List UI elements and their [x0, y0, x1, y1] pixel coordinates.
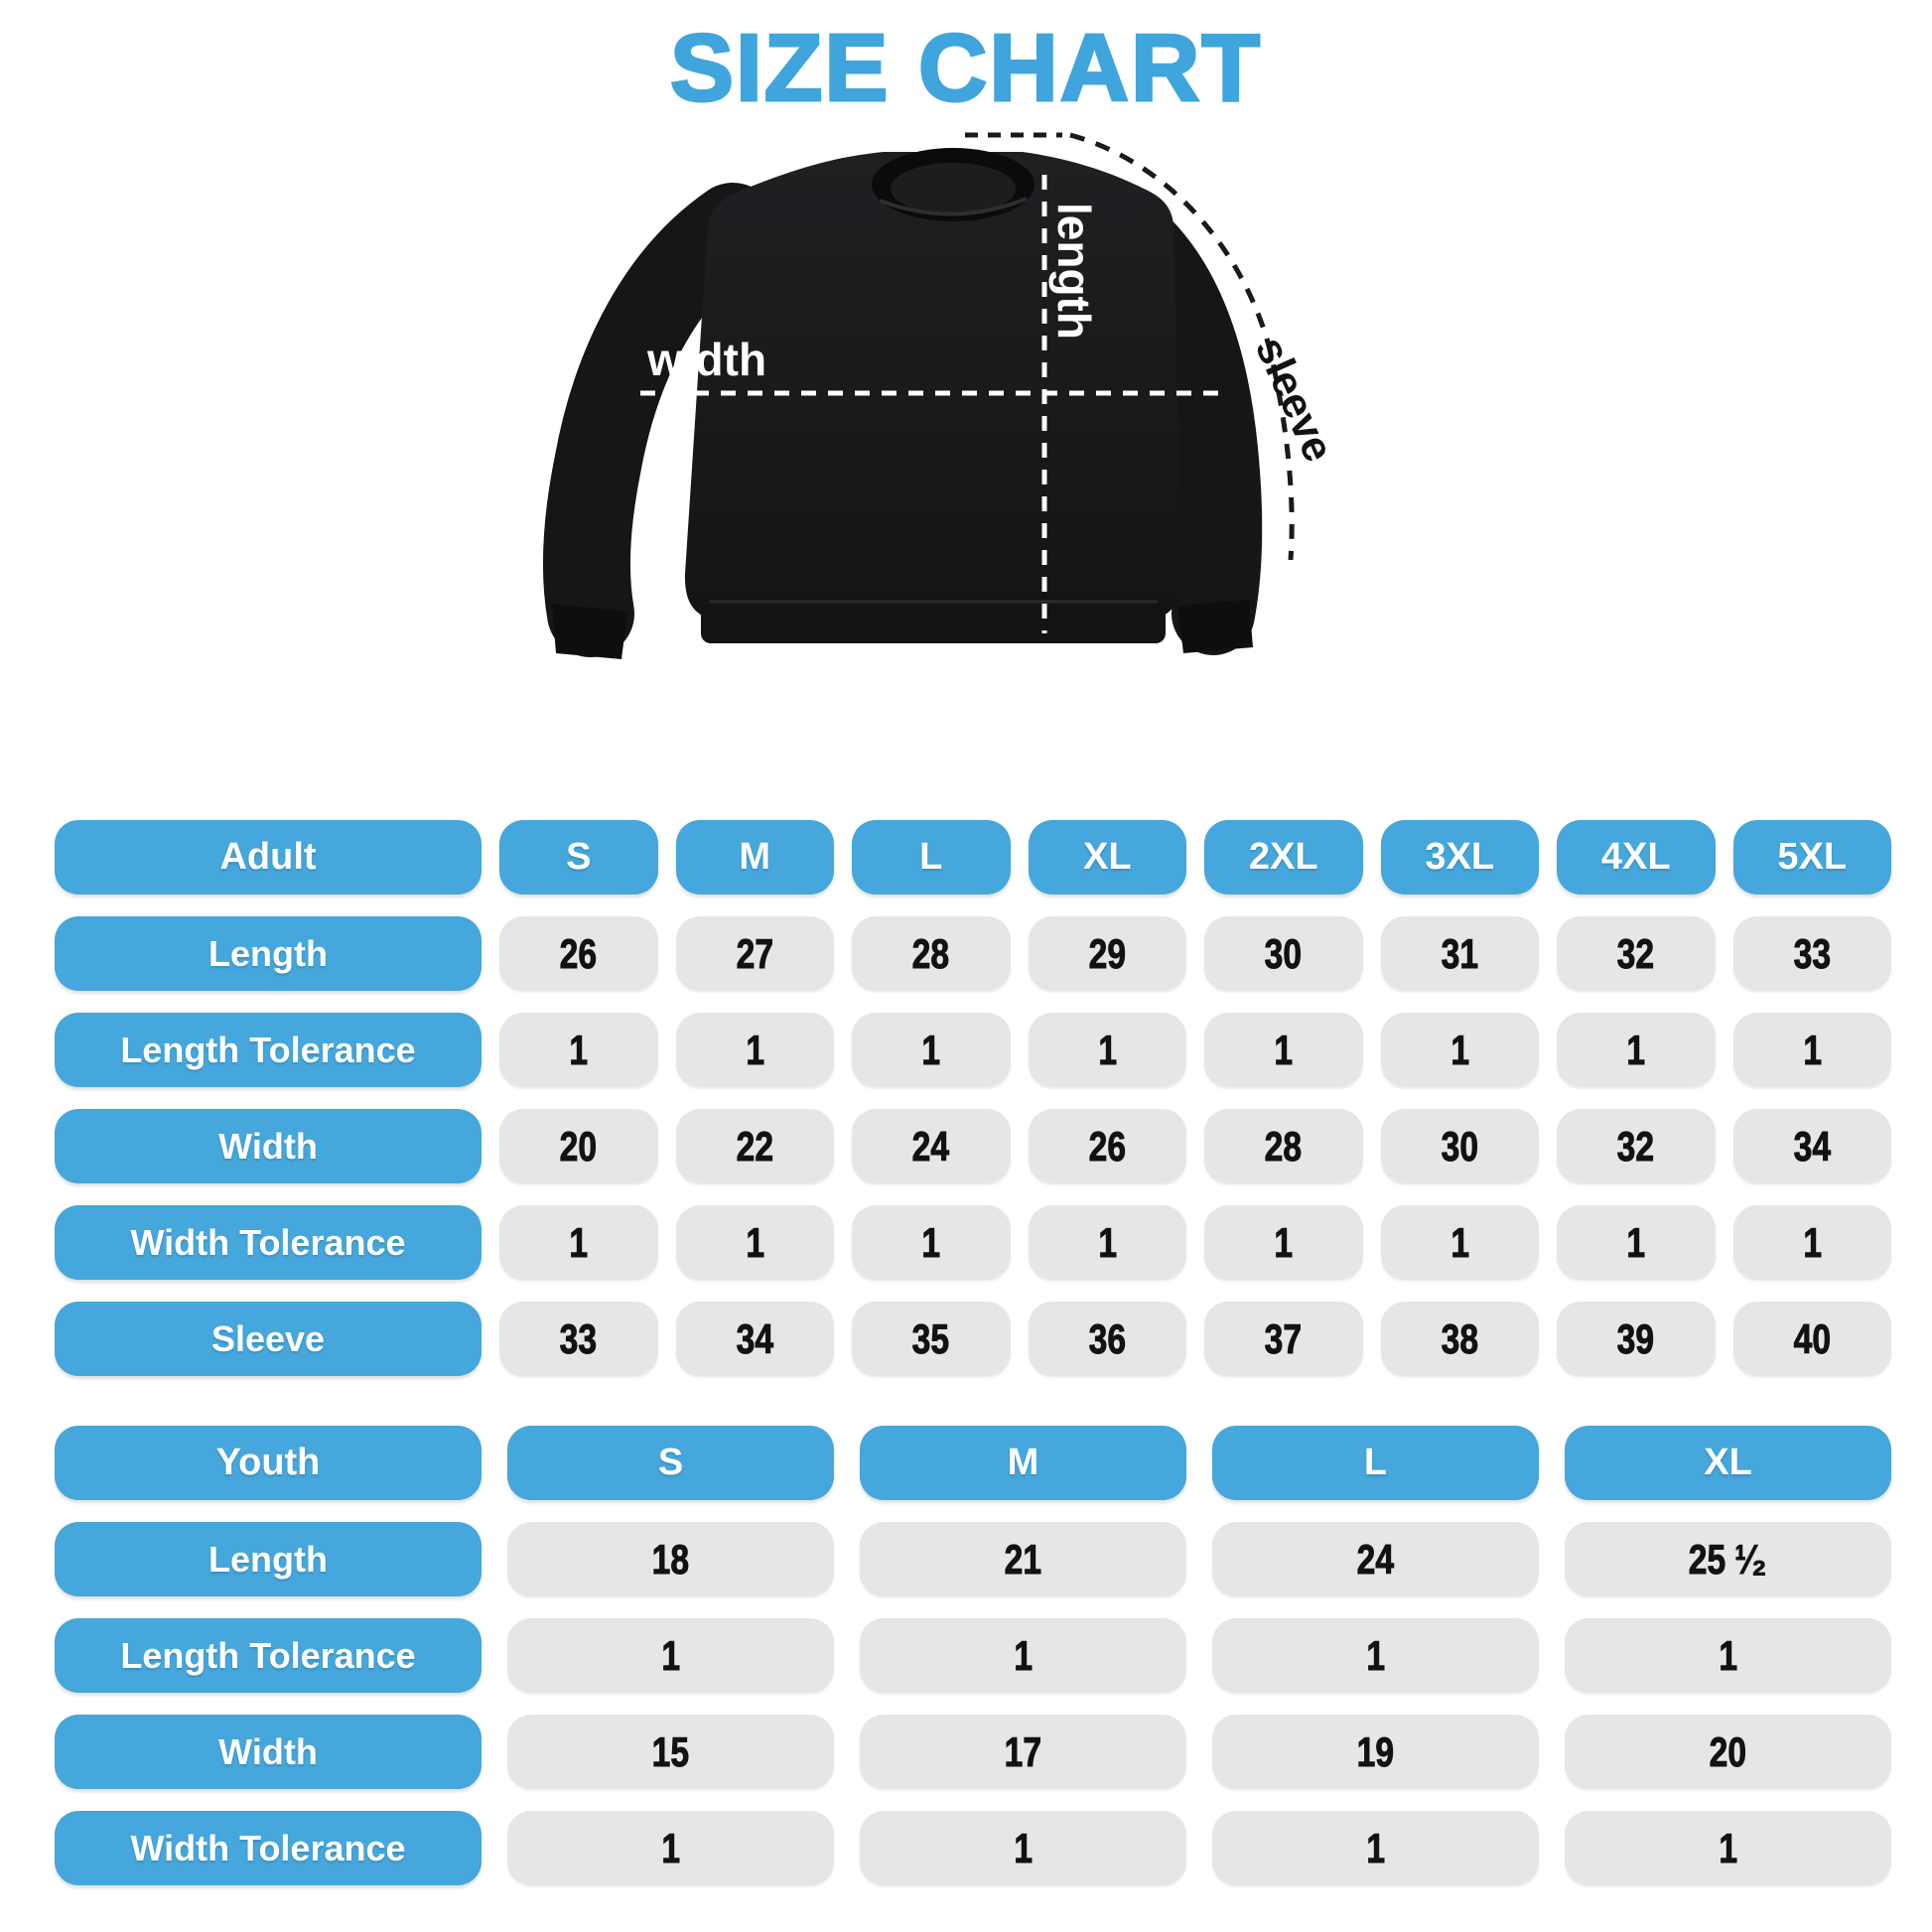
- size-value: [499, 1302, 658, 1376]
- size-value: [499, 1109, 658, 1183]
- row-label-text: Width Tolerance: [130, 1827, 406, 1868]
- size-header: [499, 820, 658, 895]
- size-value: [499, 1205, 658, 1280]
- row-label: [55, 1715, 482, 1789]
- size-value-text: 39: [1617, 1314, 1655, 1362]
- size-value: [1565, 1811, 1891, 1885]
- row-label-text: Length: [208, 932, 328, 974]
- size-value: [499, 1013, 658, 1087]
- size-value-text: 22: [736, 1122, 773, 1170]
- size-value: [1381, 1013, 1540, 1087]
- size-value: [1381, 916, 1540, 991]
- size-value-text: 24: [1356, 1535, 1395, 1583]
- size-value: [1029, 916, 1187, 991]
- page-title: SIZE CHART: [670, 15, 1262, 121]
- size-header-text: 4XL: [1600, 836, 1671, 878]
- size-value: [1557, 1205, 1716, 1280]
- size-value-text: 1: [1449, 1218, 1469, 1266]
- size-value-text: 1: [1449, 1026, 1469, 1073]
- youth-table: [55, 1426, 1891, 1885]
- size-header: [1733, 820, 1892, 895]
- size-value-text: 26: [1088, 1122, 1126, 1170]
- size-header-text: XL: [1704, 1442, 1752, 1483]
- size-value-text: 15: [651, 1727, 690, 1775]
- size-value: [1733, 1013, 1892, 1087]
- size-value-text: 1: [1719, 1824, 1737, 1871]
- row-label-text: Length Tolerance: [120, 1634, 416, 1676]
- size-value: [860, 1715, 1186, 1789]
- size-value-text: 40: [1793, 1314, 1831, 1362]
- size-value-text: 34: [1793, 1122, 1831, 1170]
- size-value: [676, 1013, 835, 1087]
- size-value: [676, 1205, 835, 1280]
- row-label: [55, 1811, 482, 1885]
- size-value: [1557, 1013, 1716, 1087]
- size-value: [676, 1302, 835, 1376]
- row-label-text: Length Tolerance: [120, 1029, 416, 1070]
- size-value-text: 37: [1265, 1314, 1303, 1362]
- size-value-text: 1: [1014, 1824, 1033, 1871]
- size-value: [852, 1302, 1011, 1376]
- size-value-text: 1: [1719, 1631, 1737, 1679]
- size-value-text: 29: [1088, 929, 1126, 977]
- size-value: [1733, 916, 1892, 991]
- size-value: [1733, 1205, 1892, 1280]
- size-value-text: 17: [1004, 1727, 1042, 1775]
- row-label-text: Width Tolerance: [130, 1221, 406, 1263]
- size-header-text: 2XL: [1248, 836, 1318, 878]
- sleeve-label: sleeve: [1245, 330, 1343, 470]
- size-header-text: L: [1363, 1442, 1388, 1483]
- size-value-text: 19: [1356, 1727, 1395, 1775]
- size-header: [860, 1426, 1186, 1500]
- size-value: [1212, 1618, 1539, 1693]
- right-cuff: [1177, 600, 1253, 653]
- size-value: [676, 1109, 835, 1183]
- size-value-text: 32: [1617, 929, 1655, 977]
- size-value: [852, 1205, 1011, 1280]
- size-value: [1565, 1522, 1891, 1596]
- size-value-text: 34: [736, 1314, 773, 1362]
- size-value: [499, 916, 658, 991]
- size-header: [676, 820, 835, 895]
- size-value: [1029, 1109, 1187, 1183]
- size-header: [507, 1426, 834, 1500]
- size-value-text: 1: [745, 1218, 764, 1266]
- size-value: [1381, 1109, 1540, 1183]
- row-label: [55, 1302, 482, 1376]
- size-value-text: 36: [1088, 1314, 1126, 1362]
- size-value: [1733, 1109, 1892, 1183]
- size-header: [1565, 1426, 1891, 1500]
- size-value-text: 1: [745, 1026, 764, 1073]
- size-value: [1212, 1715, 1539, 1789]
- size-value-text: 32: [1617, 1122, 1655, 1170]
- adult-table: [55, 820, 1891, 1376]
- size-value-text: 1: [661, 1631, 680, 1679]
- size-value: [860, 1522, 1186, 1596]
- left-cuff: [552, 604, 627, 659]
- size-value: [1029, 1205, 1187, 1280]
- row-label: [55, 916, 482, 991]
- table-header-label-text: Youth: [215, 1442, 321, 1483]
- size-value-text: 1: [569, 1026, 589, 1073]
- table-header-label-text: Adult: [219, 836, 317, 878]
- size-value-text: 1: [1366, 1631, 1385, 1679]
- size-value-text: 1: [921, 1026, 941, 1073]
- size-value-text: 33: [560, 1314, 598, 1362]
- size-value: [852, 1013, 1011, 1087]
- size-value: [1204, 1205, 1363, 1280]
- size-value: [1029, 1302, 1187, 1376]
- table-header-label: [55, 1426, 482, 1500]
- size-header: [852, 820, 1011, 895]
- size-value: [860, 1618, 1186, 1693]
- size-header-text: S: [566, 836, 592, 878]
- size-value-text: 1: [1366, 1824, 1385, 1871]
- size-header: [1557, 820, 1716, 895]
- size-value-text: 1: [1626, 1218, 1646, 1266]
- size-value: [1204, 916, 1363, 991]
- size-value-text: 1: [1097, 1218, 1117, 1266]
- size-value: [1565, 1715, 1891, 1789]
- size-value-text: 18: [651, 1535, 690, 1583]
- size-value-text: 1: [1802, 1026, 1822, 1073]
- size-header-text: 3XL: [1425, 836, 1495, 878]
- size-value-text: 27: [736, 929, 773, 977]
- size-value-text: 33: [1793, 929, 1831, 977]
- row-label: [55, 1522, 482, 1596]
- size-value-text: 35: [912, 1314, 950, 1362]
- size-value-text: 26: [560, 929, 598, 977]
- size-value-text: 30: [1265, 929, 1303, 977]
- size-value-text: 1: [1014, 1631, 1033, 1679]
- row-label: [55, 1109, 482, 1183]
- size-value-text: 28: [912, 929, 950, 977]
- size-value: [507, 1522, 834, 1596]
- size-value: [852, 1109, 1011, 1183]
- size-value: [852, 916, 1011, 991]
- row-label-text: Width: [218, 1730, 318, 1772]
- size-header-text: L: [919, 836, 943, 878]
- size-value-text: 38: [1441, 1314, 1478, 1362]
- row-label-text: Length: [208, 1538, 328, 1580]
- size-header-text: 5XL: [1777, 836, 1848, 878]
- size-value: [860, 1811, 1186, 1885]
- size-value: [507, 1715, 834, 1789]
- size-value-text: 20: [1709, 1727, 1747, 1775]
- length-label: length: [1048, 203, 1100, 340]
- size-header: [1204, 820, 1363, 895]
- size-header-text: M: [1007, 1442, 1039, 1483]
- size-value: [1733, 1302, 1892, 1376]
- size-value-text: 1: [1626, 1026, 1646, 1073]
- size-value: [1212, 1522, 1539, 1596]
- size-value-text: 1: [1274, 1218, 1294, 1266]
- row-label: [55, 1013, 482, 1087]
- size-value: [1381, 1302, 1540, 1376]
- size-value-text: 1: [1802, 1218, 1822, 1266]
- size-value-text: 24: [912, 1122, 950, 1170]
- size-value: [1557, 916, 1716, 991]
- size-value: [507, 1811, 834, 1885]
- size-value: [1565, 1618, 1891, 1693]
- size-value: [1557, 1302, 1716, 1376]
- size-value-text: 1: [1274, 1026, 1294, 1073]
- size-value: [1381, 1205, 1540, 1280]
- size-value-text: 1: [921, 1218, 941, 1266]
- size-value-text: 31: [1441, 929, 1478, 977]
- size-value: [1204, 1302, 1363, 1376]
- size-header-text: S: [657, 1442, 684, 1483]
- row-label: [55, 1205, 482, 1280]
- row-label-text: Width: [218, 1125, 318, 1167]
- size-value: [1029, 1013, 1187, 1087]
- size-value: [1204, 1109, 1363, 1183]
- size-value-text: 28: [1265, 1122, 1303, 1170]
- row-label: [55, 1618, 482, 1693]
- size-value-text: 20: [560, 1122, 598, 1170]
- size-value: [1212, 1811, 1539, 1885]
- size-value-text: 30: [1441, 1122, 1478, 1170]
- table-header-label: [55, 820, 482, 895]
- width-label: width: [647, 334, 767, 385]
- size-header: [1381, 820, 1540, 895]
- size-value: [676, 916, 835, 991]
- sweatshirt-figure: [477, 105, 1350, 667]
- size-value-text: 1: [661, 1824, 680, 1871]
- size-header: [1029, 820, 1187, 895]
- size-header-text: M: [739, 836, 771, 878]
- size-value-text: 1: [1097, 1026, 1117, 1073]
- size-value: [507, 1618, 834, 1693]
- size-value-text: 21: [1004, 1535, 1042, 1583]
- size-value: [1557, 1109, 1716, 1183]
- size-value: [1204, 1013, 1363, 1087]
- row-label-text: Sleeve: [210, 1317, 326, 1359]
- size-header-text: XL: [1082, 836, 1132, 878]
- torso: [685, 152, 1181, 621]
- size-header: [1212, 1426, 1539, 1500]
- size-value-text: 25 ¹⁄₂: [1689, 1535, 1767, 1583]
- size-value-text: 1: [569, 1218, 589, 1266]
